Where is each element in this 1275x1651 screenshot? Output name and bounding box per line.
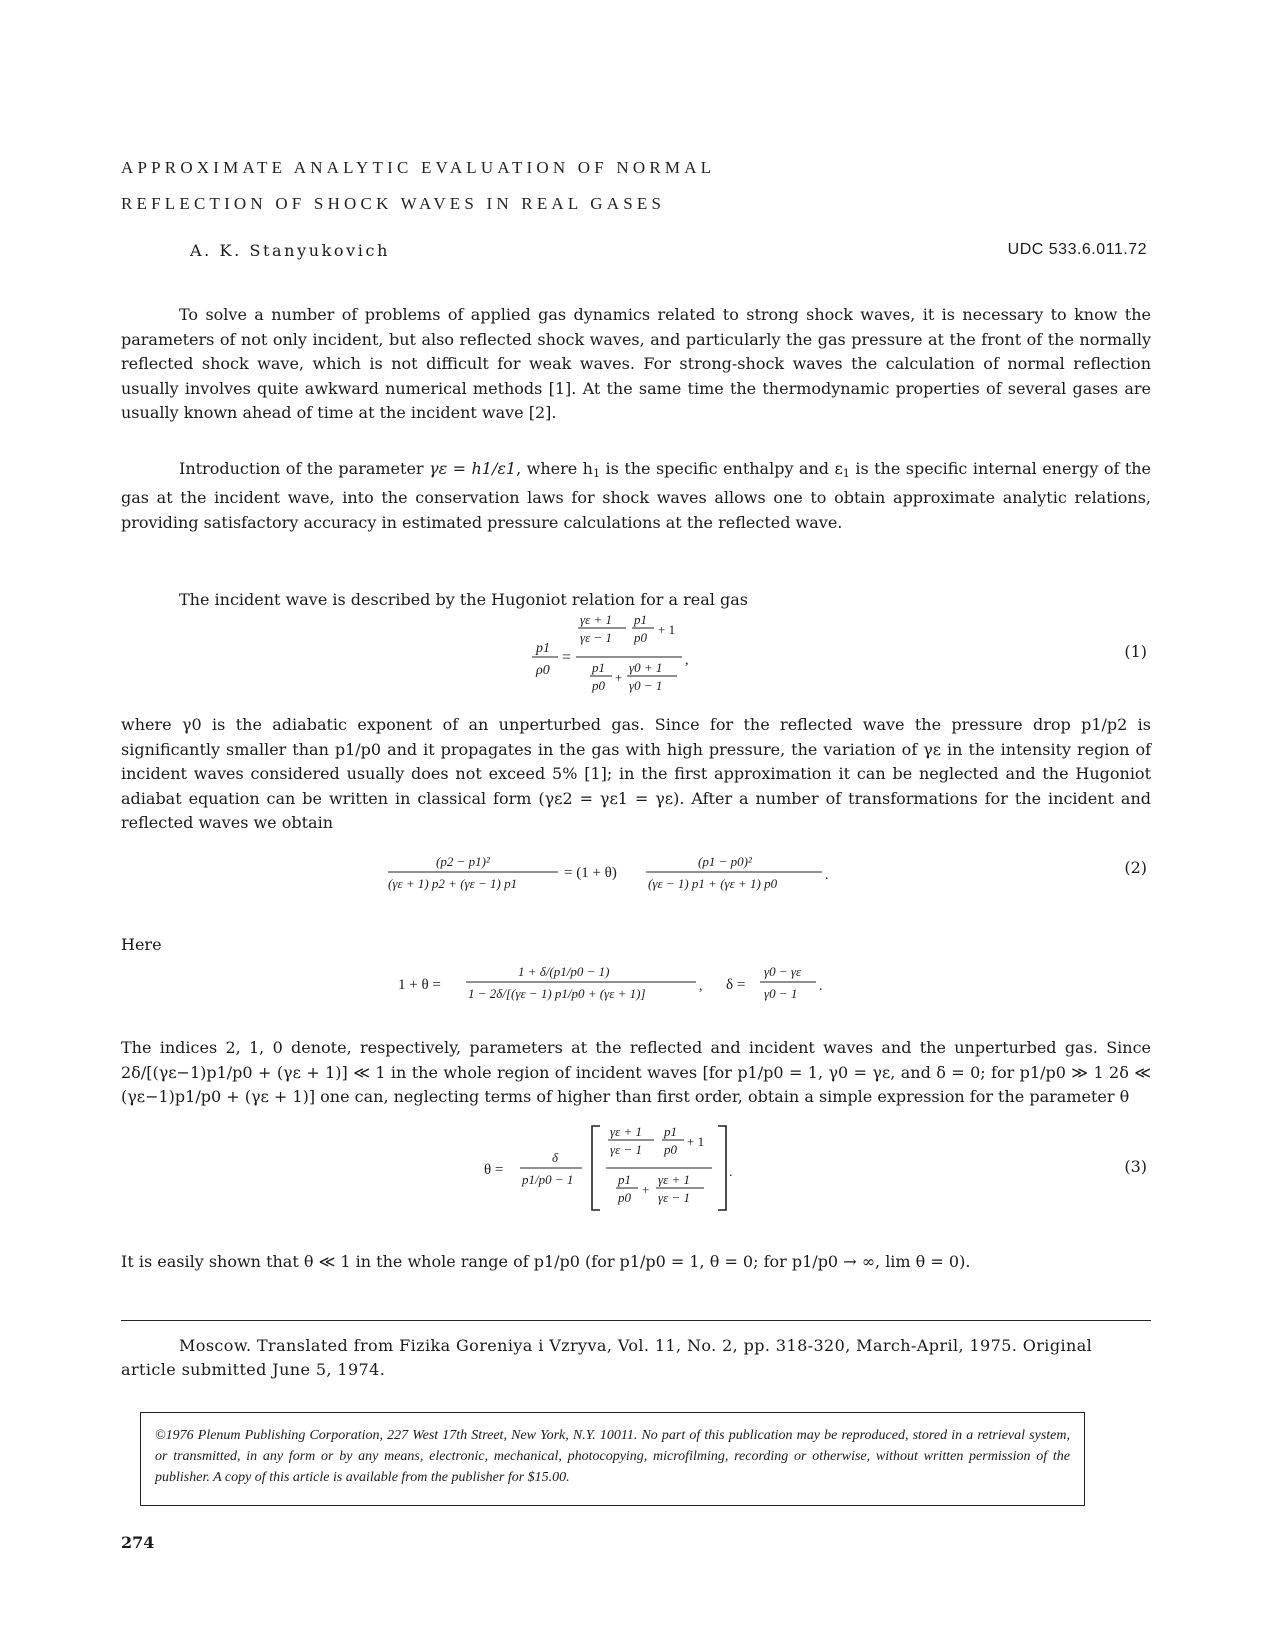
- eq2-left-num: (p2 − p1)²: [436, 854, 490, 869]
- eq1-comma: ,: [685, 653, 689, 668]
- paragraph-intro: To solve a number of problems of applied gas dynamics related to strong shock waves, it is necessary to know the parameters of not only incident, but also reflected shock waves, and particularly the gas pressure at the front of the normally reflected shock wave, which is not difficult for weak waves. For strong-shock waves the calculation of normal reflection usually involves quite awkward numerical methods [1]. At the same time the thermodynamic properties of several gases are usually known ahead of time at the incident wave [2].: [121, 305, 1151, 422]
- equation-3: [482, 1120, 742, 1216]
- gamma-eps-definition: γε = h1/ε1: [429, 459, 517, 478]
- subscript-1a: 1: [592, 466, 601, 480]
- equation-1: [530, 606, 700, 696]
- paragraph-gamma0: where γ0 is the adiabatic exponent of an unperturbed gas. Since for the reflected wave the pressure drop p1/p2 is significantly smaller than p1/p0 and it propagates in the gas with high pressure, the variation of γε in the intensity region of incident waves considered usually does not exceed 5% [1]; in the first approximation it can be neglected and the Hugoniot adiabat equation can be written in classical form (γε2 = γε1 = γε). After a number of transformations for the incident and reflected waves we obtain: [121, 715, 1151, 832]
- equation-2: [386, 850, 836, 896]
- equation-3-number: (3): [1124, 1157, 1147, 1176]
- author-name: A. K. Stanyukovich: [190, 241, 390, 260]
- article-title-line-2: REFLECTION OF SHOCK WAVES IN REAL GASES: [121, 194, 666, 213]
- eq3-right-bracket: [718, 1126, 726, 1210]
- equation-2-number: (2): [1124, 858, 1147, 877]
- eq3-in-d-num: γε + 1: [658, 1172, 691, 1187]
- eq3-frac-num: δ: [552, 1150, 559, 1165]
- equation-theta-delta: [396, 960, 836, 1006]
- eqh-delta: δ =: [726, 977, 746, 993]
- eq1-top-a-num: γε + 1: [580, 612, 613, 627]
- paragraph-hugoniot: The incident wave is described by the Hugoniot relation for a real gas: [179, 590, 748, 609]
- eq3-in-c-num: p1: [618, 1172, 631, 1187]
- paragraph-parameter-b: , where h: [516, 459, 593, 478]
- eq1-bot-b-den: γ0 − 1: [629, 678, 663, 693]
- eqh-comma: ,: [699, 979, 703, 994]
- eq3-in-d-den: γε − 1: [658, 1190, 691, 1205]
- eq1-bot-plus: +: [615, 670, 623, 685]
- eq1-top-b-den: p0: [634, 630, 647, 645]
- eq3-in-a-den: γε − 1: [610, 1142, 643, 1157]
- eq1-bot-a-den: p0: [592, 678, 605, 693]
- subscript-1b: 1: [842, 466, 850, 480]
- paragraph-parameter-a: Introduction of the parameter: [179, 459, 430, 478]
- eq1-lhs-num: p1: [536, 641, 550, 656]
- eq3-period: .: [729, 1165, 733, 1180]
- eqh-delta-num: γ0 − γε: [764, 964, 802, 979]
- eq2-right-den: (γε − 1) p1 + (γε + 1) p0: [648, 876, 778, 891]
- eqh-lhs: 1 + θ =: [398, 977, 441, 993]
- eq1-lhs-den: ρ0: [536, 663, 550, 678]
- paragraph-parameter-d: is the specific internal energy of the gas at the incident wave, into the conservation laws for shock waves allows one to obtain approximate analytic relations, providing satisfactory accuracy in estimated pressure calculations at the reflected wave.: [121, 459, 1152, 532]
- eq3-in-c-den: p0: [618, 1190, 631, 1205]
- eq2-right-num: (p1 − p0)²: [698, 854, 752, 869]
- eq3-in-b-num: p1: [664, 1124, 677, 1139]
- eq3-in-a-num: γε + 1: [610, 1124, 643, 1139]
- eq1-bot-b-num: γ0 + 1: [629, 660, 663, 675]
- copyright-notice: ©1976 Plenum Publishing Corporation, 227 West 17th Street, New York, N.Y. 10011. No part of this publication may be reproduced, stored in a retrieval system, or transmitted, in any form or by any means, electronic, mechanical, photocopying, microfilming, recording or otherwise, without written permission of the publisher. A copy of this article is available from the publisher for $15.00.: [155, 1428, 1070, 1485]
- eq1-equals: =: [562, 649, 572, 666]
- eqh-delta-den: γ0 − 1: [764, 986, 798, 1001]
- udc-code: UDC 533.6.011.72: [1007, 241, 1147, 258]
- equation-1-number: (1): [1124, 642, 1147, 661]
- eqh-period: .: [819, 979, 823, 994]
- eqh-num: 1 + δ/(p1/p0 − 1): [518, 964, 610, 979]
- eq3-in-b-den: p0: [664, 1142, 677, 1157]
- eq3-left-bracket: [592, 1126, 600, 1210]
- footnote: Moscow. Translated from Fizika Goreniya i Vzryva, Vol. 11, No. 2, pp. 318-320, March-April, 1975. Original article submitted June 5, 1974.: [121, 1336, 1093, 1379]
- eq1-top-a-den: γε − 1: [580, 630, 613, 645]
- eq3-frac-den: p1/p0 − 1: [522, 1172, 574, 1187]
- copyright-box: [140, 1412, 1085, 1506]
- eq3-lhs: θ =: [484, 1162, 504, 1178]
- eqh-den: 1 − 2δ/[(γε − 1) p1/p0 + (γε + 1)]: [468, 986, 646, 1001]
- paragraph-here: Here: [121, 935, 162, 954]
- eq1-top-b-num: p1: [634, 612, 647, 627]
- eq2-left-den: (γε + 1) p2 + (γε − 1) p1: [388, 876, 518, 891]
- eq1-plus-one: + 1: [658, 622, 676, 637]
- paragraph-indices: The indices 2, 1, 0 denote, respectively, parameters at the reflected and incident waves and the unperturbed gas. Since 2δ/[(γε−1)p1/p0 + (γε + 1)] ≪ 1 in the whole region of incident waves [for p1/p0 = 1, γ0 = γε, and δ = 0; for p1/p0 ≫ 1 2δ ≪ (γε−1)p1/p0 + (γε + 1)] one can, neglecting terms of higher than first order, obtain a simple expression for the parameter θ: [121, 1038, 1151, 1106]
- paragraph-conclusion: It is easily shown that θ ≪ 1 in the whole range of p1/p0 (for p1/p0 = 1, θ = 0; for p1/p0 → ∞, lim θ = 0).: [121, 1252, 971, 1271]
- page-number: 274: [121, 1533, 155, 1552]
- paragraph-parameter: [121, 457, 1151, 535]
- eq3-in-plus: +: [642, 1182, 650, 1197]
- eq2-period: .: [825, 868, 829, 883]
- article-title-line-1: APPROXIMATE ANALYTIC EVALUATION OF NORMAL: [121, 158, 716, 177]
- footnote-divider: [121, 1320, 1151, 1321]
- eq3-plus-one: + 1: [687, 1134, 705, 1149]
- eq2-middle: = (1 + θ): [564, 865, 617, 881]
- paragraph-parameter-c: is the specific enthalpy and ε: [600, 459, 843, 478]
- eq1-bot-a-num: p1: [592, 660, 605, 675]
